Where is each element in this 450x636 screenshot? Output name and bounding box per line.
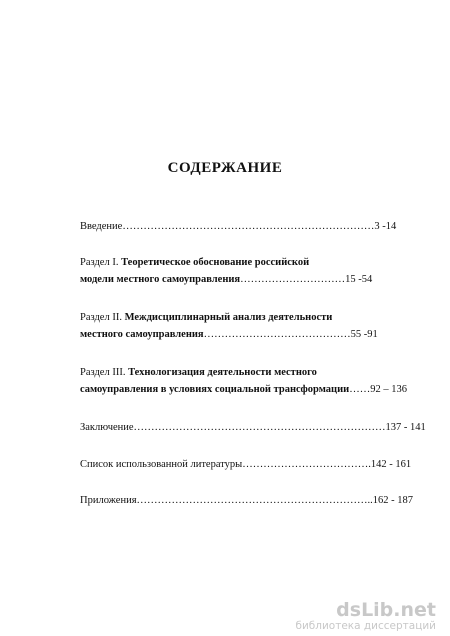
toc-entry-heading-cont: местного самоуправления xyxy=(80,329,204,340)
toc-entry-pages: ……………………………………55 -91 xyxy=(203,329,378,340)
toc-entry-prefix: Раздел II. xyxy=(80,312,125,323)
toc-entry-text: Приложения…………………………………………………………..162 - 187 xyxy=(80,495,414,506)
toc-entry-text: Заключение………………………………………………………………137 - 141 xyxy=(80,422,426,433)
toc-entry-section-1-cont xyxy=(80,273,410,286)
toc-entry-heading-cont: модели местного самоуправления xyxy=(80,274,241,285)
toc-entry-heading: Технологизация деятельности местного xyxy=(128,367,317,378)
toc-entry-text: Список использованной литературы……………………………….142 - 161 xyxy=(80,459,412,470)
toc-entry-prefix: Раздел I. xyxy=(80,257,122,268)
toc-entry-text: Введение………………………………………………………………3 -14 xyxy=(80,221,397,232)
toc-entry-heading: Теоретическое обоснование российской xyxy=(121,257,310,268)
toc-entry-pages: …………………………15 -54 xyxy=(240,274,373,285)
toc-entry-introduction xyxy=(80,220,410,233)
toc-entry-appendices xyxy=(80,494,414,507)
toc-entry-section-3 xyxy=(80,366,410,379)
toc-entry-section-3-cont xyxy=(80,383,410,396)
page-title: СОДЕРЖАНИЕ xyxy=(167,160,283,176)
watermark-logo: dsLib.net xyxy=(336,599,436,621)
toc-entry-conclusion xyxy=(80,421,426,434)
toc-entry-heading: Междисциплинарный анализ деятельности xyxy=(124,312,333,323)
toc-entry-prefix: Раздел III. xyxy=(80,367,129,378)
toc-entry-section-2 xyxy=(80,311,410,324)
toc-entry-section-2-cont xyxy=(80,328,410,341)
watermark-subtitle: библиотека диссертаций xyxy=(295,620,436,632)
site-watermark xyxy=(295,600,436,632)
toc-entry-heading-cont: самоуправления в условиях социальной трансформации xyxy=(80,384,350,395)
toc-entry-pages: ……92 – 136 xyxy=(349,384,407,395)
toc-entry-bibliography xyxy=(80,458,410,471)
toc-entry-section-1 xyxy=(80,256,410,269)
